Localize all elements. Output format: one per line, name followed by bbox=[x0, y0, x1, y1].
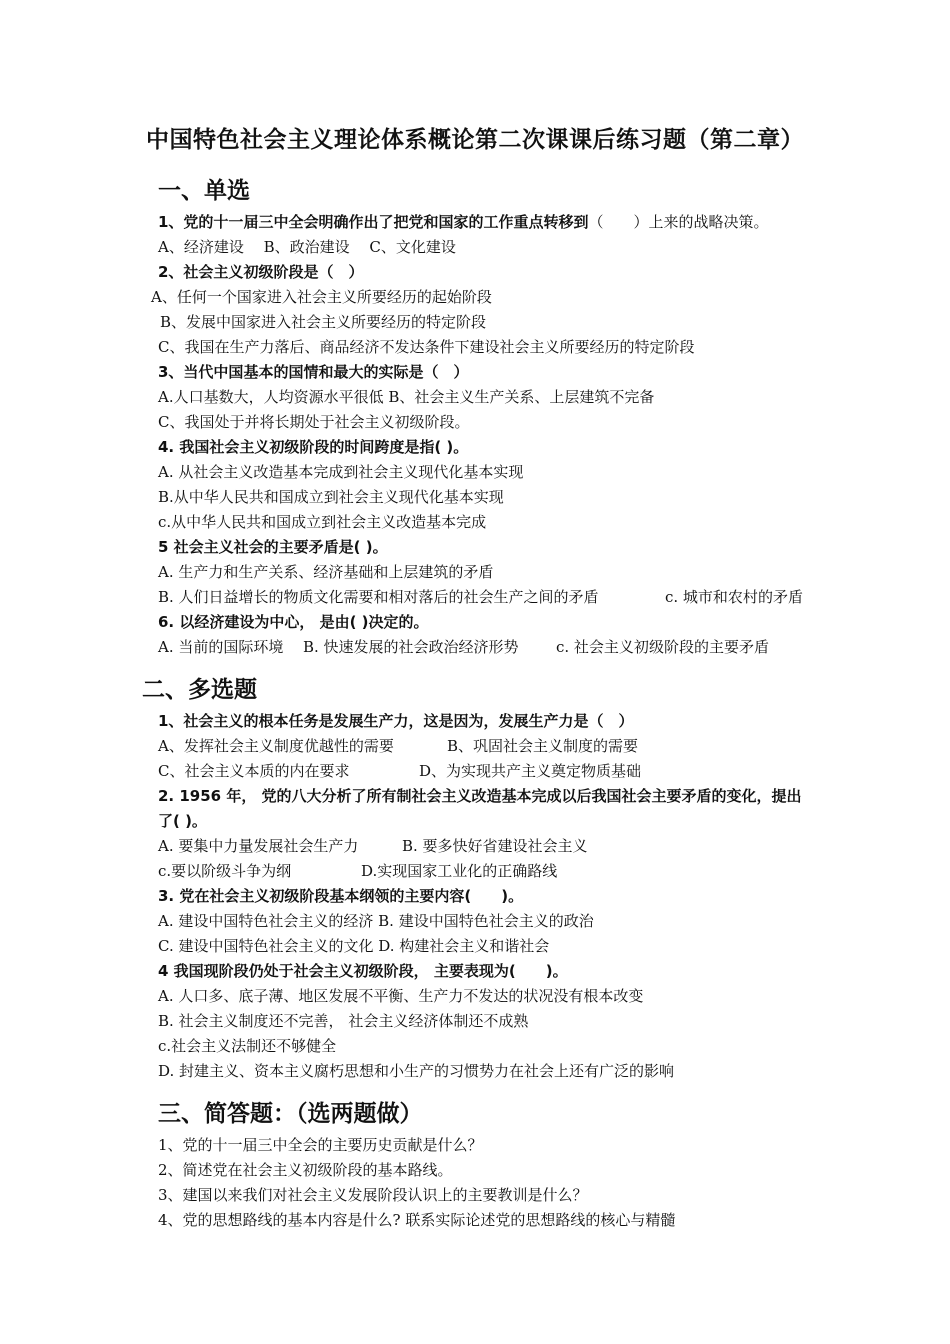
s2-q3-option-cd: C. 建设中国特色社会主义的文化 D. 构建社会主义和谐社会 bbox=[158, 937, 550, 955]
section1-heading: 一、单选 bbox=[158, 178, 250, 204]
s2-q4-stem: 4 我国现阶段仍处于社会主义初级阶段， 主要表现为( )。 bbox=[158, 962, 568, 980]
s2-q1-option-a: A、发挥社会主义制度优越性的需要 bbox=[158, 737, 394, 755]
s2-q1-stem: 1、社会主义的根本任务是发展生产力，这是因为，发展生产力是（ ） bbox=[158, 712, 634, 730]
s1-q5-option-b: B. 人们日益增长的物质文化需要和相对落后的社会生产之间的矛盾 bbox=[158, 588, 599, 606]
s2-q1-option-b: B、巩固社会主义制度的需要 bbox=[447, 737, 639, 755]
s2-q2-option-a: A. 要集中力量发展社会生产力 bbox=[158, 837, 359, 855]
s1-q2-option-a: A、任何一个国家进入社会主义所要经历的起始阶段 bbox=[151, 288, 492, 306]
s1-q4-option-b: B.从中华人民共和国成立到社会主义现代化基本实现 bbox=[158, 488, 504, 506]
s1-q4-option-a: A. 从社会主义改造基本完成到社会主义现代化基本实现 bbox=[158, 463, 524, 481]
document-title: 中国特色社会主义理论体系概论第二次课课后练习题（第二章） bbox=[146, 127, 804, 153]
s1-q1-stem bbox=[158, 212, 768, 232]
s1-q5-option-c: c. 城市和农村的矛盾 bbox=[665, 588, 803, 606]
s3-item: 3、建国以来我们对社会主义发展阶段认识上的主要教训是什么？ bbox=[158, 1186, 588, 1204]
s1-q6-option-a: A. 当前的国际环境 bbox=[158, 638, 284, 656]
s1-q1-stem-rest: （ ）上来的战略决策。 bbox=[588, 213, 769, 231]
s2-q2-option-c: c.要以阶级斗争为纲 bbox=[158, 862, 292, 880]
s1-q6-option-c: c. 社会主义初级阶段的主要矛盾 bbox=[556, 638, 769, 656]
s1-q3-option-c: C、我国处于并将长期处于社会主义初级阶段。 bbox=[158, 413, 470, 431]
s1-q3-stem: 3、当代中国基本的国情和最大的实际是（ ） bbox=[158, 363, 469, 381]
s1-q2-option-c: C、我国在生产力落后、商品经济不发达条件下建设社会主义所要经历的特定阶段 bbox=[158, 338, 695, 356]
s2-q1-option-c: C、社会主义本质的内在要求 bbox=[158, 762, 350, 780]
section3-heading: 三、简答题：（选两题做） bbox=[158, 1101, 423, 1127]
s2-q2-stem-line1: 2. 1956 年， 党的八大分析了所有制社会主义改造基本完成以后我国社会主要矛盾的变化，提出 bbox=[158, 787, 802, 805]
s2-q1-option-d: D、为实现共产主义奠定物质基础 bbox=[419, 762, 642, 780]
s1-q1-stem-bold: 1、党的十一届三中全会明确作出了把党和国家的工作重点转移到 bbox=[158, 213, 589, 231]
s2-q4-option-b: B. 社会主义制度还不完善， 社会主义经济体制还不成熟 bbox=[158, 1012, 529, 1030]
s2-q2-stem-line2: 了( )。 bbox=[158, 812, 207, 830]
s1-q5-option-a: A. 生产力和生产关系、经济基础和上层建筑的矛盾 bbox=[158, 563, 494, 581]
s1-q5-stem: 5 社会主义社会的主要矛盾是( )。 bbox=[158, 538, 388, 556]
s2-q4-option-c: c.社会主义法制还不够健全 bbox=[158, 1037, 337, 1055]
s3-item: 2、简述党在社会主义初级阶段的基本路线。 bbox=[158, 1161, 453, 1179]
s1-q4-stem: 4. 我国社会主义初级阶段的时间跨度是指( )。 bbox=[158, 438, 469, 456]
s1-q6-option-b: B. 快速发展的社会政治经济形势 bbox=[303, 638, 519, 656]
s1-q4-option-c: c.从中华人民共和国成立到社会主义改造基本完成 bbox=[158, 513, 487, 531]
s1-q2-stem: 2、社会主义初级阶段是（ ） bbox=[158, 263, 364, 281]
s1-q2-option-b: B、发展中国家进入社会主义所要经历的特定阶段 bbox=[160, 313, 487, 331]
section2-heading: 二、多选题 bbox=[142, 677, 257, 703]
s2-q4-option-d: D. 封建主义、资本主义腐朽思想和小生产的习惯势力在社会上还有广泛的影响 bbox=[158, 1062, 675, 1080]
s2-q3-option-ab: A. 建设中国特色社会主义的经济 B. 建设中国特色社会主义的政治 bbox=[158, 912, 594, 930]
s1-q3-option-ab: A.人口基数大，人均资源水平很低 B、社会主义生产关系、上层建筑不完备 bbox=[158, 388, 655, 406]
s2-q2-option-d: D.实现国家工业化的正确路线 bbox=[361, 862, 558, 880]
s2-q3-stem: 3. 党在社会主义初级阶段基本纲领的主要内容( )。 bbox=[158, 887, 524, 905]
s3-item: 1、党的十一届三中全会的主要历史贡献是什么？ bbox=[158, 1136, 483, 1154]
s3-item: 4、党的思想路线的基本内容是什么? 联系实际论述党的思想路线的核心与精髓 bbox=[158, 1211, 676, 1229]
s2-q4-option-a: A. 人口多、底子薄、地区发展不平衡、生产力不发达的状况没有根本改变 bbox=[158, 987, 644, 1005]
s1-q6-stem: 6. 以经济建设为中心， 是由( )决定的。 bbox=[158, 613, 429, 631]
s1-q1-options: A、经济建设 B、政治建设 C、文化建设 bbox=[158, 238, 456, 256]
s2-q2-option-b: B. 要多快好省建设社会主义 bbox=[402, 837, 588, 855]
